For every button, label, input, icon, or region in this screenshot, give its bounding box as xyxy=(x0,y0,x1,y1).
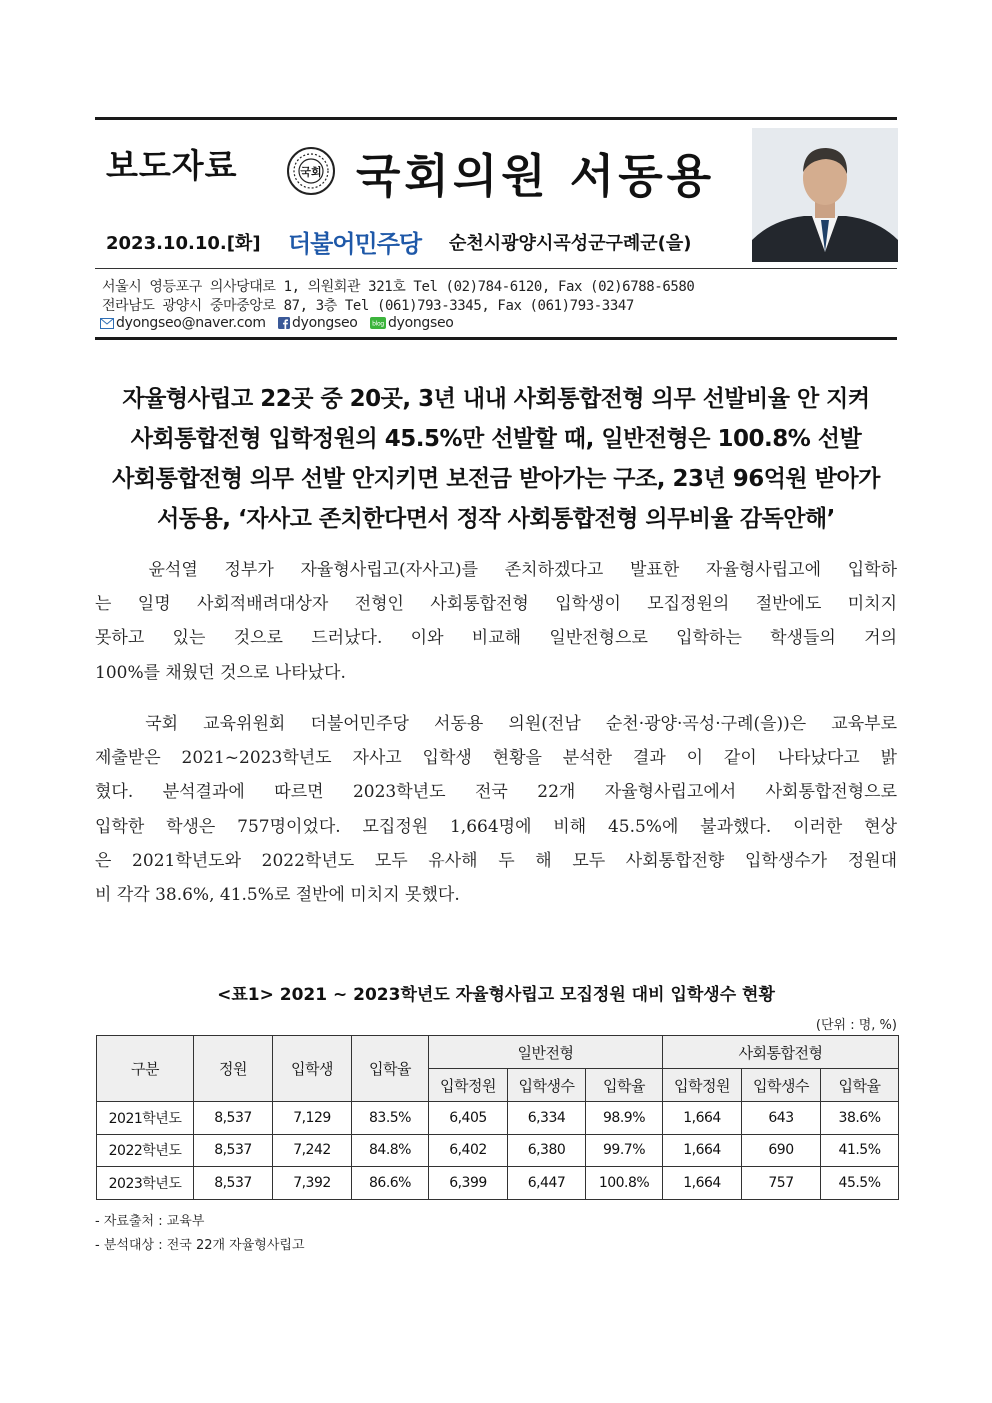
cell-general-quota: 6,399 xyxy=(429,1167,508,1200)
cell-admitted: 7,129 xyxy=(273,1102,352,1135)
header-general-rate: 입학율 xyxy=(586,1069,663,1102)
header-category: 구분 xyxy=(97,1036,194,1102)
header-social-quota: 입학정원 xyxy=(663,1069,742,1102)
cell-general-rate: 100.8% xyxy=(586,1167,663,1200)
cell-social-rate: 45.5% xyxy=(821,1167,899,1200)
cell-admitted: 7,242 xyxy=(273,1134,352,1167)
cell-social-quota: 1,664 xyxy=(663,1167,742,1200)
contact-rule xyxy=(95,337,897,340)
header-general-track: 일반전형 xyxy=(429,1036,663,1069)
cell-quota: 8,537 xyxy=(194,1134,273,1167)
cell-admitted: 7,392 xyxy=(273,1167,352,1200)
table-row xyxy=(97,1102,899,1135)
paragraph-line: 100%를 채웠던 것으로 나타났다. xyxy=(95,662,346,683)
cell-social-admitted: 690 xyxy=(742,1134,821,1167)
paragraph-line: 윤석열 정부가 자율형사립고(자사고)를 존치하겠다고 발표한 자율형사립고에 입학하 xyxy=(95,560,897,580)
paragraph-line: 비 각각 38.6%, 41.5%로 절반에 미치지 못했다. xyxy=(95,884,460,905)
paragraph-line: 은 2021학년도와 2022학년도 모두 유사해 두 해 모두 사회통합전향 입학생수가 정원대 xyxy=(95,850,897,871)
cell-general-admitted: 6,447 xyxy=(508,1167,586,1200)
paragraph-line: 혔다. 분석결과에 따르면 2023학년도 전국 22개 자율형사립고에서 사회통합전형으로 xyxy=(95,782,897,803)
cell-rate: 83.5% xyxy=(352,1102,429,1135)
top-rule xyxy=(95,117,897,120)
release-date: 2023.10.10.[화] xyxy=(106,233,261,254)
cell-year: 2023학년도 xyxy=(97,1167,194,1200)
headline-4: 서동용, ‘자사고 존치한다면서 정작 사회통합전형 의무비율 감독안해’ xyxy=(157,506,835,532)
header-rate: 입학율 xyxy=(352,1036,429,1102)
body-paragraph-2 xyxy=(95,707,897,912)
table-row xyxy=(97,1134,899,1167)
cell-general-rate: 99.7% xyxy=(586,1134,663,1167)
blog-contact xyxy=(370,315,454,331)
cell-social-rate: 41.5% xyxy=(821,1134,899,1167)
header-general-admitted: 입학생수 xyxy=(508,1069,586,1102)
admission-table xyxy=(96,1035,899,1200)
cell-general-quota: 6,405 xyxy=(429,1102,508,1135)
blog-text: dyongseo xyxy=(388,315,454,331)
table-title: <표1> 2021 ~ 2023학년도 자율형사립고 모집정원 대비 입학생수 현황 xyxy=(217,985,775,1005)
scope-note: - 분석대상 : 전국 22개 자율형사립고 xyxy=(95,1238,305,1253)
contact-address-gwangyang: 전라남도 광양시 중마중앙로 87, 3층 Tel (061)793-3345, Fax (061)793-3347 xyxy=(102,298,634,314)
table-row xyxy=(97,1167,899,1200)
cell-year: 2021학년도 xyxy=(97,1102,194,1135)
contact-address-seoul: 서울시 영등포구 의사당대로 1, 의원회관 321호 Tel (02)784-6120, Fax (02)6788-6580 xyxy=(102,279,695,295)
paragraph-line: 국회 교육위원회 더불어민주당 서동용 의원(전남 순천·광양·곡성·구례(을))은 교육부로 xyxy=(95,714,897,734)
headline-3: 사회통합전형 의무 선발 안지키면 보전금 받아가는 구조, 23년 96억원 받아가 xyxy=(112,466,880,492)
headline-2: 사회통합전형 입학정원의 45.5%만 선발할 때, 일반전형은 100.8% 선발 xyxy=(130,426,862,452)
table-unit-note: (단위 : 명, %) xyxy=(815,1018,897,1033)
header-social-admitted: 입학생수 xyxy=(742,1069,821,1102)
header-general-quota: 입학정원 xyxy=(429,1069,508,1102)
blog-icon xyxy=(370,317,386,329)
party-logo-text: 더불어민주당 xyxy=(288,230,422,258)
header-quota: 정원 xyxy=(194,1036,273,1102)
member-name: 국회의원 서동용 xyxy=(356,149,716,203)
cell-social-admitted: 757 xyxy=(742,1167,821,1200)
facebook-text: dyongseo xyxy=(292,315,358,331)
paragraph-line: 입학한 학생은 757명이었다. 모집정원 1,664명에 비해 45.5%에 불과했다. 이러한 현상 xyxy=(95,816,897,837)
cell-social-quota: 1,664 xyxy=(663,1102,742,1135)
facebook-icon xyxy=(278,317,290,329)
body-paragraph-1 xyxy=(95,553,897,690)
blog-icon-text: blog xyxy=(372,320,384,328)
email-icon xyxy=(100,318,114,329)
email-text: dyongseo@naver.com xyxy=(116,315,266,331)
seal-text: 국회 xyxy=(300,165,322,179)
email-contact xyxy=(100,315,266,331)
cell-year: 2022학년도 xyxy=(97,1134,194,1167)
cell-social-admitted: 643 xyxy=(742,1102,821,1135)
national-assembly-seal-icon xyxy=(286,146,336,196)
cell-general-admitted: 6,334 xyxy=(508,1102,586,1135)
press-release-label: 보도자료 xyxy=(106,146,238,185)
header-admitted: 입학생 xyxy=(273,1036,352,1102)
cell-general-admitted: 6,380 xyxy=(508,1134,586,1167)
member-portrait-photo xyxy=(752,128,898,262)
header-social-rate: 입학율 xyxy=(821,1069,899,1102)
paragraph-line: 제출받은 2021~2023학년도 자사고 입학생 현황을 분석한 결과 이 같이 나타났다고 밝 xyxy=(95,748,897,769)
cell-rate: 86.6% xyxy=(352,1167,429,1200)
header-social-track: 사회통합전형 xyxy=(663,1036,899,1069)
header-rule xyxy=(95,268,897,269)
cell-general-quota: 6,402 xyxy=(429,1134,508,1167)
cell-social-rate: 38.6% xyxy=(821,1102,899,1135)
cell-quota: 8,537 xyxy=(194,1167,273,1200)
facebook-contact xyxy=(278,315,358,331)
paragraph-line: 못하고 있는 것으로 드러났다. 이와 비교해 일반전형으로 입학하는 학생들의 거의 xyxy=(95,628,897,649)
headline-1: 자율형사립고 22곳 중 20곳, 3년 내내 사회통합전형 의무 선발비율 안 지켜 xyxy=(122,386,870,412)
source-note: - 자료출처 : 교육부 xyxy=(95,1214,205,1229)
cell-quota: 8,537 xyxy=(194,1102,273,1135)
cell-general-rate: 98.9% xyxy=(586,1102,663,1135)
paragraph-line: 는 일명 사회적배려대상자 전형인 사회통합전형 입학생이 모집정원의 절반에도 미치지 xyxy=(95,594,897,615)
cell-social-quota: 1,664 xyxy=(663,1134,742,1167)
cell-rate: 84.8% xyxy=(352,1134,429,1167)
district-name: 순천시광양시곡성군구례군(을) xyxy=(449,233,692,254)
